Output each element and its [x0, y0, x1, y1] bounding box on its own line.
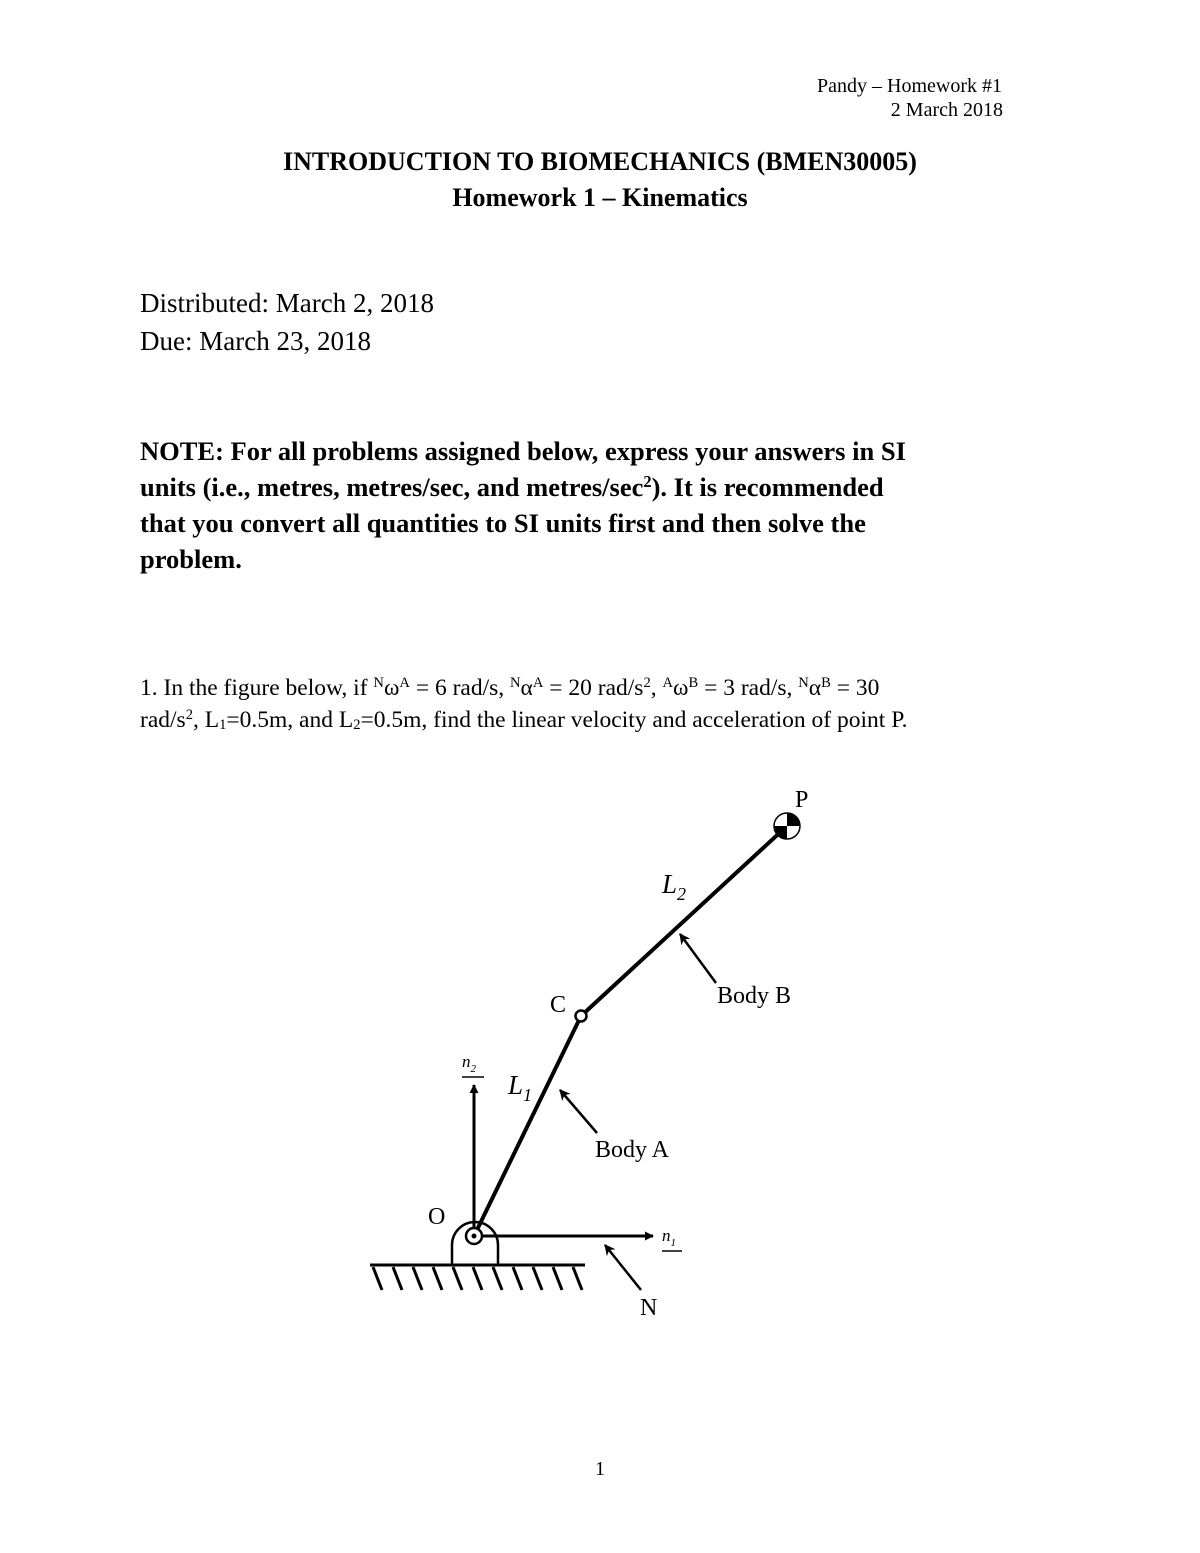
- header-date: 2 March 2018: [890, 99, 1003, 121]
- problem-text: = 6 rad/s,: [409, 675, 510, 701]
- frame-n-pointer-arrow: [605, 1245, 641, 1290]
- body-superscript: A: [532, 675, 544, 691]
- label-n1-subscript: 1: [670, 1237, 676, 1249]
- note-line-1: NOTE: For all problems assigned below, express your answers in SI: [140, 436, 906, 466]
- label-l1-letter: L: [508, 1070, 524, 1100]
- note-line-2-tail: ). It is recommended: [651, 472, 884, 502]
- problem-text: = 30: [830, 675, 880, 701]
- omega-symbol: ω: [673, 675, 689, 701]
- frame-superscript: N: [510, 675, 521, 691]
- omega-symbol: ω: [383, 675, 400, 701]
- body-superscript: B: [688, 675, 699, 691]
- alpha-symbol: α: [520, 675, 533, 701]
- note-line-3: that you convert all quantities to SI units first and then solve the: [140, 508, 866, 538]
- problem-text: rad/s: [140, 707, 186, 733]
- point-p-marker: [774, 813, 800, 839]
- label-p: P: [795, 787, 809, 813]
- subscript: 1: [219, 717, 227, 734]
- problem-text: = 3 rad/s,: [698, 675, 799, 701]
- body-superscript: B: [821, 675, 831, 691]
- frame-superscript: N: [373, 675, 384, 691]
- exponent: 2: [185, 707, 193, 723]
- problem-text: =0.5m, and L: [226, 707, 354, 733]
- label-n1: [662, 1226, 676, 1249]
- course-title: INTRODUCTION TO BIOMECHANICS (BMEN30005): [283, 147, 917, 176]
- header-author: Pandy – Homework #1: [817, 75, 1002, 97]
- label-body-a: Body A: [595, 1137, 670, 1163]
- exponent: 2: [643, 675, 651, 691]
- label-l2-letter: L: [662, 869, 678, 899]
- label-l1-subscript: 1: [523, 1085, 533, 1105]
- due-date: Due: March 23, 2018: [140, 326, 371, 356]
- note-superscript: 2: [643, 471, 652, 491]
- label-l1: [507, 1070, 532, 1105]
- label-n2-subscript: 2: [470, 1063, 476, 1075]
- note-line-4: problem.: [140, 544, 242, 574]
- alpha-symbol: α: [808, 675, 822, 701]
- subscript: 2: [353, 717, 361, 734]
- label-l2-subscript: 2: [677, 884, 687, 904]
- label-n: N: [640, 1295, 658, 1321]
- problem-text: =0.5m, find the linear velocity and acceleration of point P.: [360, 707, 908, 733]
- problem-text: = 20 rad/s: [543, 675, 644, 701]
- label-n2: [462, 1052, 477, 1075]
- label-body-b: Body B: [717, 983, 792, 1009]
- body-superscript: A: [399, 675, 410, 691]
- label-o: O: [428, 1204, 446, 1230]
- frame-superscript: N: [798, 675, 809, 691]
- note-line-2-text: units (i.e., metres, metres/sec, and metres/sec: [140, 472, 644, 502]
- label-c: C: [550, 992, 567, 1018]
- body-b-pointer-arrow: [680, 934, 716, 983]
- body-a-pointer-arrow: [560, 1090, 597, 1133]
- frame-superscript: A: [662, 675, 673, 691]
- label-n1-letter: n: [662, 1226, 671, 1245]
- pin-o-center: [472, 1234, 477, 1239]
- problem-text: ,: [650, 675, 663, 701]
- homework-title: Homework 1 – Kinematics: [452, 183, 748, 212]
- joint-c: [576, 1011, 587, 1022]
- distributed-date: Distributed: March 2, 2018: [140, 288, 434, 318]
- ground-hatching: [370, 1265, 585, 1290]
- body-a-link: [474, 1016, 581, 1236]
- problem-text: 1. In the figure below, if: [140, 675, 374, 701]
- label-n2-letter: n: [462, 1052, 471, 1071]
- label-l2: [661, 869, 686, 904]
- page-number: 1: [595, 1458, 605, 1480]
- problem-text: , L: [192, 707, 220, 733]
